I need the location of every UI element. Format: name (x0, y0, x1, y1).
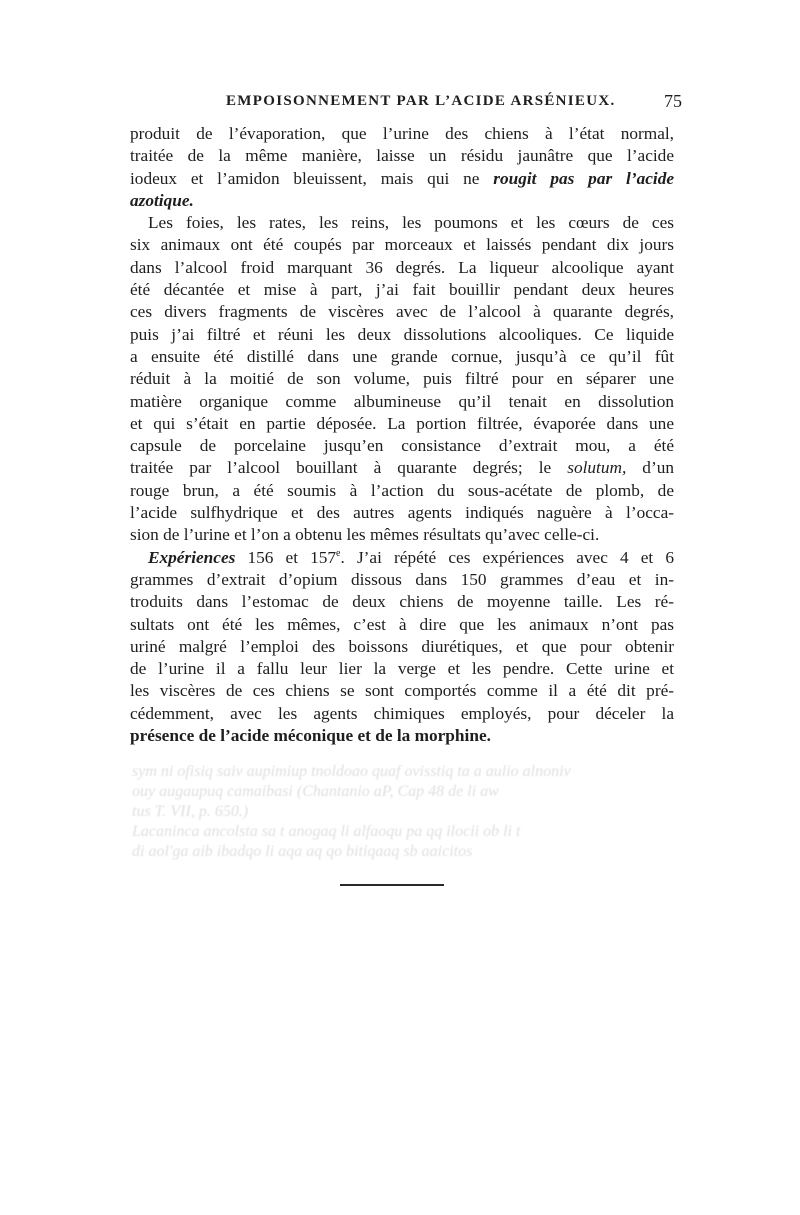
text-line: présence de l’acide méconique et de la morphine. (130, 726, 491, 746)
text-line: six animaux ont été coupés par morceaux et laissés pendant dix jours (130, 235, 674, 255)
italic-emphasis: azotique. (130, 190, 194, 210)
page-number: 75 (664, 91, 682, 111)
text-line: capsule de porcelaine jusqu’en consistance d’extrait mou, a été (130, 436, 674, 456)
superscript: e (336, 547, 341, 559)
italic-emphasis: rougit pas par l’acide (493, 168, 674, 188)
page-header (130, 93, 682, 117)
ghost-line: ouy augaupuq camaibasi (Chantanio aP, Cap 48 de li aw (132, 783, 499, 800)
body-text (130, 123, 674, 747)
text-line: uriné malgré l’emploi des boissons diurétiques, et que pour obtenir (130, 636, 674, 656)
text-line: cédemment, avec les agents chimiques employés, pour déceler la (130, 703, 674, 723)
text-line: troduits dans l’estomac de deux chiens de moyenne taille. Les ré- (130, 592, 674, 612)
text-line: et qui s’était en partie déposée. La portion filtrée, évaporée dans une (130, 413, 674, 433)
ghost-line: Lacaninca ancolsta sa t anogaq li alfaoqu pa qq ilocii ob li t (132, 823, 521, 840)
text-run: . J’ai répété ces expériences avec 4 et 6 (340, 547, 674, 567)
running-title: EMPOISONNEMENT PAR L’ACIDE ARSÉNIEUX. (226, 93, 616, 109)
show-through-text (132, 762, 672, 862)
text-line (130, 547, 674, 569)
text-line (130, 457, 674, 479)
text-line: rouge brun, a été soumis à l’action du sous-acétate de plomb, de (130, 480, 674, 500)
text-line: puis j’ai filtré et réuni les deux dissolutions alcooliques. Ce liquide (130, 324, 674, 344)
text-line: été décantée et mise à part, j’ai fait bouillir pendant deux heures (130, 280, 674, 300)
text-line: produit de l’évaporation, que l’urine des chiens à l’état normal, (130, 124, 674, 143)
text-line: traitée de la même manière, laisse un résidu jaunâtre que l’acide (130, 146, 674, 166)
text-run: traitée par l’alcool bouillant à quarante degrés; le (130, 458, 568, 478)
text-line (130, 168, 674, 190)
text-line: grammes d’extrait d’opium dissous dans 150 grammes d’eau et in- (130, 569, 674, 589)
text-line: dans l’alcool froid marquant 36 degrés. La liqueur alcoolique ayant (130, 257, 674, 277)
paragraph (130, 547, 674, 748)
ghost-line: tus T. VII, p. 650.) (132, 803, 249, 820)
italic-emphasis: solutum, (567, 458, 627, 478)
italic-emphasis: Expériences (148, 547, 236, 567)
text-line: réduit à la moitié de son volume, puis filtré pour en séparer une (130, 369, 674, 389)
text-line: de l’urine il a fallu leur lier la verge et les pendre. Cette urine et (130, 659, 674, 679)
text-line: sion de l’urine et l’on a obtenu les mêmes résultats qu’avec celle-ci. (130, 525, 600, 545)
text-run: d’un (626, 458, 674, 478)
ghost-line: sym ni ofisiq saiv aupimiup tnoldoao quaf ovisstiq ta a aulio alnoniv (132, 763, 571, 780)
text-line: ces divers fragments de viscères avec de l’alcool à quarante degrés, (130, 302, 674, 322)
ghost-line: di aol'ga aib ibadqo li aqa aq qo bitiqaaq sb aaicitos (132, 843, 473, 860)
text-line: sultats ont été les mêmes, c’est à dire que les animaux n’ont pas (130, 614, 674, 634)
section-divider (340, 884, 444, 886)
text-line: a ensuite été distillé dans une grande cornue, jusqu’à ce qu’il fût (130, 346, 674, 366)
text-run: iodeux et l’amidon bleuissent, mais qui ne (130, 168, 494, 188)
text-line: Les foies, les rates, les reins, les poumons et les cœurs de ces (148, 213, 674, 233)
paragraph (130, 212, 674, 546)
text-line (130, 190, 674, 212)
text-line: les viscères de ces chiens se sont comportés comme il a été dit pré- (130, 681, 674, 701)
text-line: l’acide sulfhydrique et des autres agents indiqués naguère à l’occa- (130, 503, 674, 523)
text-run: 156 et 157 (235, 547, 337, 567)
paragraph (130, 123, 674, 212)
text-line: matière organique comme albumineuse qu’il tenait en dissolution (130, 391, 674, 411)
